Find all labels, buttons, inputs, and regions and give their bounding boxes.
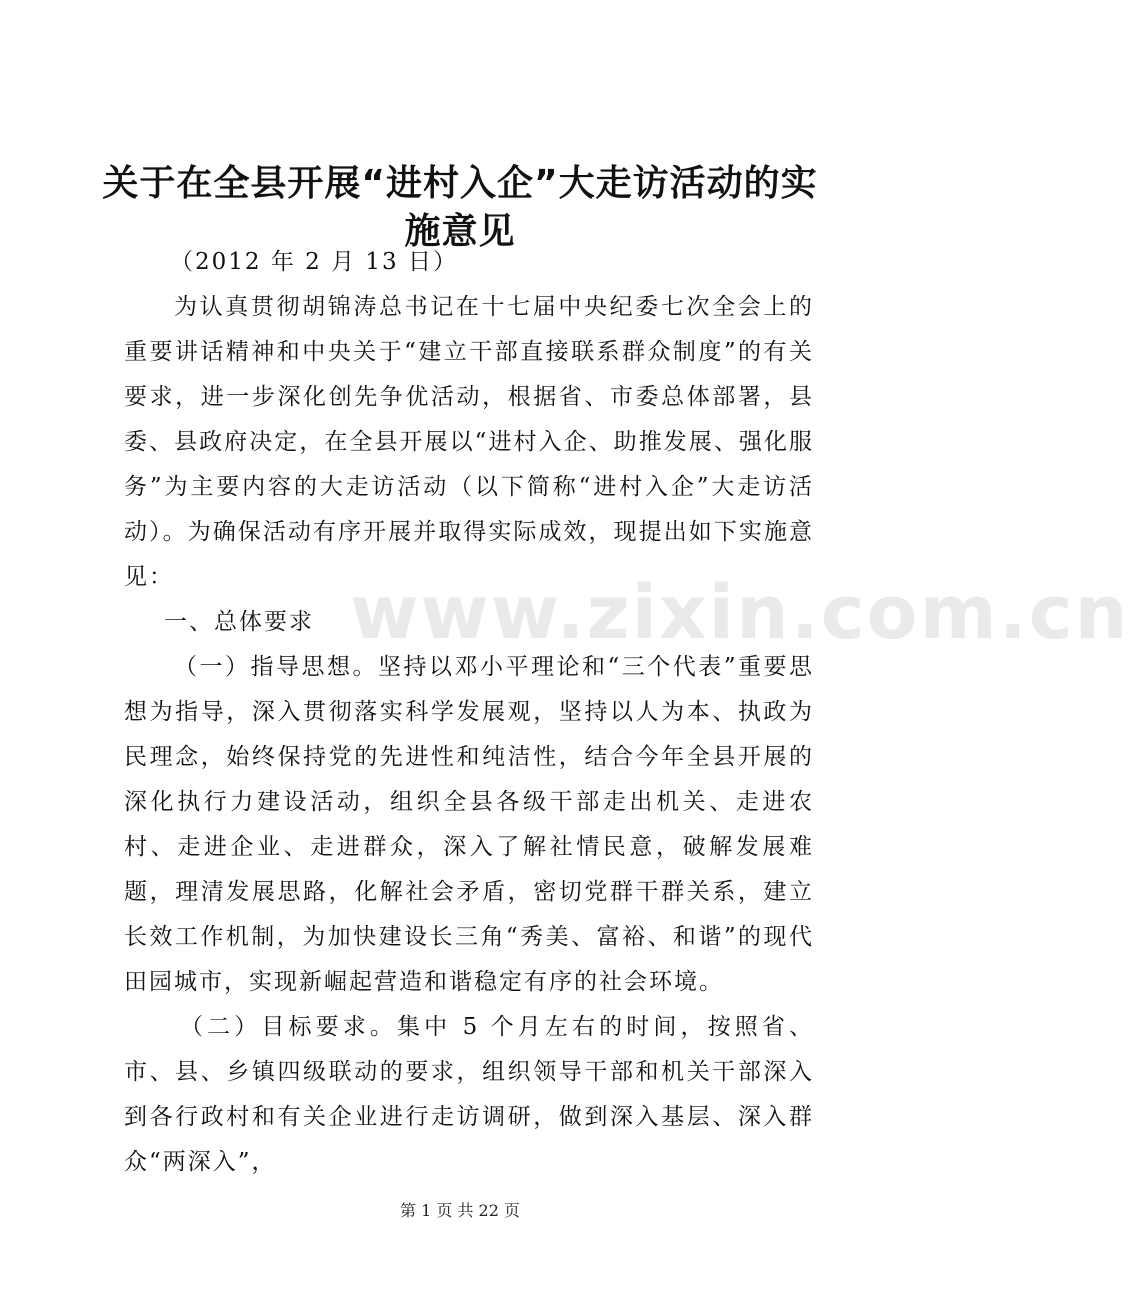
- paragraph-target-requirements: （二）目标要求。集中 5 个月左右的时间，按照省、市、县、乡镇四级联动的要求，组织领导干部和机关干部深入到各行政村和有关企业进行走访调研，做到深入基层、深入群众“两深入”，: [124, 1014, 814, 1175]
- paragraph-intro: 为认真贯彻胡锦涛总书记在十七届中央纪委七次全会上的重要讲话精神和中央关于“建立干部直接联系群众制度”的有关要求，进一步深化创先争优活动，根据省、市委总体部署，县委、县政府决定，在全县开展以“进村入企、助推发展、强化服务”为主要内容的大走访活动（以下简称“进村入企”大走访活动）。为确保活动有序开展并取得实际成效，现提出如下实施意见：: [124, 294, 814, 590]
- page-footer: 第 1 页 共 22 页: [400, 1201, 520, 1220]
- watermark: www.zixin.com.cn: [350, 570, 1129, 656]
- document-body: [124, 240, 814, 1185]
- paragraph-guiding-ideology: （一）指导思想。坚持以邓小平理论和“三个代表”重要思想为指导，深入贯彻落实科学发展观，坚持以人为本、执政为民理念，始终保持党的先进性和纯洁性，结合今年全县开展的深化执行力建设活动，组织全县各级干部走出机关、走进农村、走进企业、走进群众，深入了解社情民意，破解发展难题，理清发展思路，化解社会矛盾，密切党群干群关系，建立长效工作机制，为加快建设长三角“秀美、富裕、和谐”的现代田园城市，实现新崛起营造和谐稳定有序的社会环境。: [124, 654, 814, 995]
- document-date: （2012 年 2 月 13 日）: [170, 249, 458, 275]
- document-title: 关于在全县开展“进村入企”大走访活动的实施意见: [102, 163, 818, 252]
- section-heading: 一、总体要求: [164, 609, 314, 635]
